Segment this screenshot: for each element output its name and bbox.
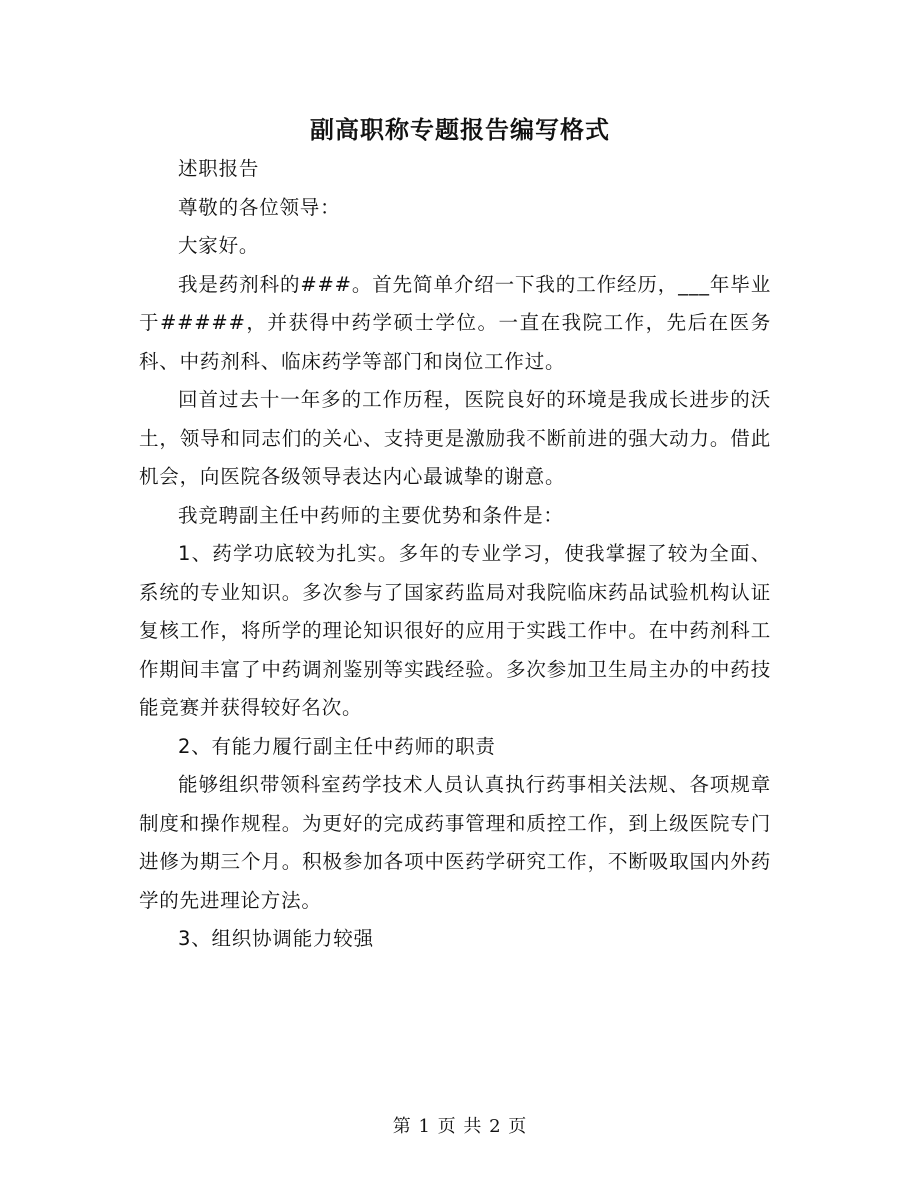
paragraph-review: 回首过去十一年多的工作历程，医院良好的环境是我成长进步的沃土，领导和同志们的关心、支持更是激励我不断前进的强大动力。借此机会，向医院各级领导表达内心最诚挚的谢意。 bbox=[139, 388, 771, 488]
paragraph-heading: 述职报告 bbox=[178, 157, 260, 180]
paragraph-point-2-body: 能够组织带领科室药学技术人员认真执行药事相关法规、各项规章制度和操作规程。为更好的完成药事管理和质控工作，到上级医院专门进修为期三个月。积极参加各项中医药学研究工作，不断吸取国内外药学的先进理论方法。 bbox=[139, 773, 771, 912]
document-title: 副高职称专题报告编写格式 bbox=[310, 115, 610, 144]
paragraph-conditions-intro: 我竞聘副主任中药师的主要优势和条件是： bbox=[178, 503, 564, 527]
paragraph-point-2-heading: 2、有能力履行副主任中药师的职责 bbox=[178, 734, 496, 758]
paragraph-point-1: 1、药学功底较为扎实。多年的专业学习，使我掌握了较为全面、系统的专业知识。多次参与了国家药监局对我院临床药品试验机构认证复核工作，将所学的理论知识很好的应用于实践工作中。在中药剂科工作期间丰富了中药调剂鉴别等实践经验。多次参加卫生局主办的中药技能竞赛并获得较好名次。 bbox=[139, 542, 771, 719]
paragraph-point-3-heading: 3、组织协调能力较强 bbox=[178, 927, 374, 950]
document-body bbox=[139, 150, 771, 959]
paragraph-introduction: 我是药剂科的###。首先简单介绍一下我的工作经历，___年毕业于#####，并获得中药学硕士学位。一直在我院工作，先后在医务科、中药剂科、临床药学等部门和岗位工作过。 bbox=[139, 272, 771, 373]
page-number-footer: 第 1 页 共 2 页 bbox=[392, 1116, 528, 1137]
paragraph-salutation: 尊敬的各位领导： bbox=[178, 195, 341, 219]
paragraph-greeting: 大家好。 bbox=[178, 234, 260, 257]
